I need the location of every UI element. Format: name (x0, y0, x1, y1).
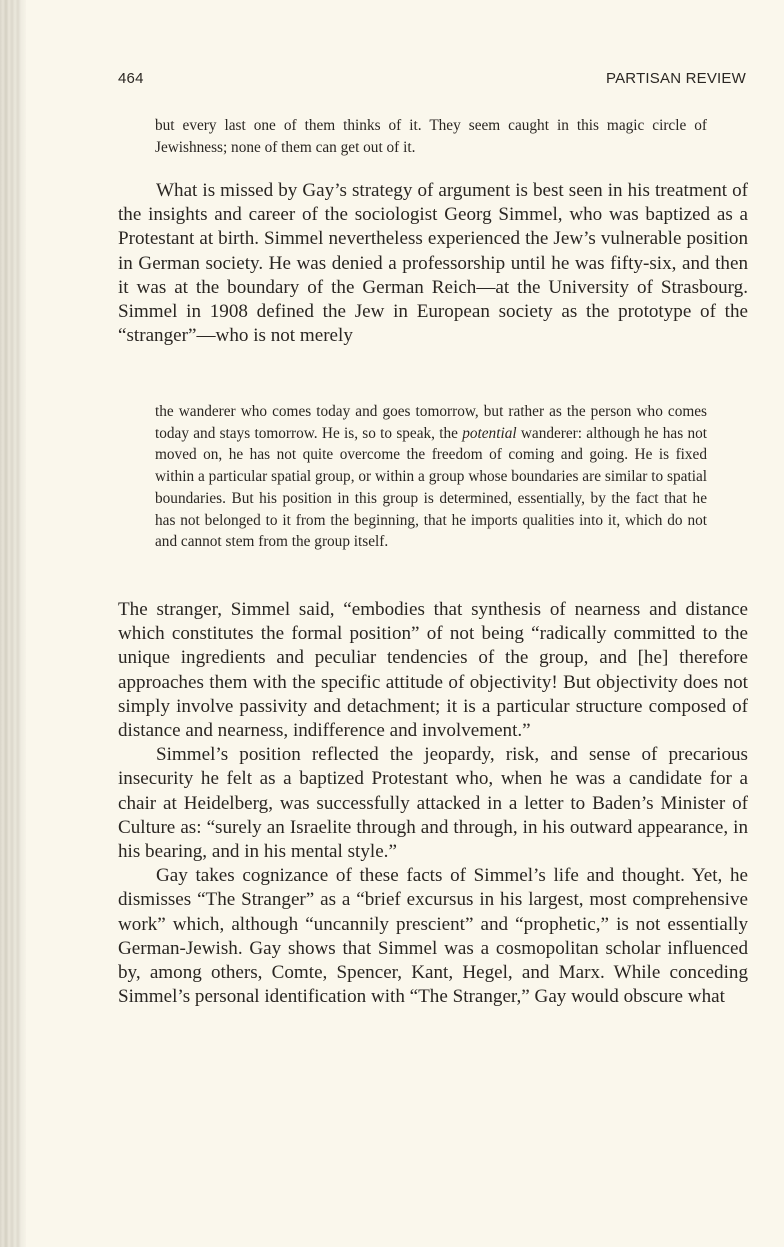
paragraph-simmel-position: Simmel’s position reflected the jeopardy, risk, and sense of precarious insecurity he felt as a baptized Protestant who, when he was a candidate for a chair at Heidelberg, was successfully attacked in a letter to Baden’s Minister of Culture as: “surely an Israelite through and through, in his outward appearance, in his bearing, and in his mental style.” (118, 744, 748, 863)
extract-text: but every last one of them thinks of it. They seem caught in this magic circle of Jewishness; none of them can get out of it. (155, 117, 707, 156)
paragraph-simmel-intro: What is missed by Gay’s strategy of argument is best seen in his treatment of the insights and career of the sociologist Georg Simmel, who was baptized as a Protestant at birth. Simmel nevertheless experienced the Jew’s vulnerable position in German society. He was denied a professorship until he was fifty-six, and then it was at the boundary of the German Reich—at the University of Strasbourg. Simmel in 1908 defined the Jew in European society as the prototype of the “stranger”—who is not merely (118, 180, 748, 347)
page-number: 464 (118, 70, 144, 87)
body-block-1 (118, 179, 748, 348)
extract-continued-quote (155, 115, 707, 158)
block-quote-part-2: wanderer: although he has not moved on, he has not quite overcome the freedom of coming and going. He is fixed within a particular spatial group, or within a group whose boundaries are similar to spatial boundaries. But his position in this group is determined, essentially, by the fact that he has not belonged to it from the beginning, that he imports qualities into it, which do not and cannot stem from the group itself. (155, 424, 707, 551)
block-quote-text (155, 401, 707, 553)
paragraph-gay-cognizance: Gay takes cognizance of these facts of Simmel’s life and thought. Yet, he dismisses “The Stranger” as a “brief excursus in his largest, most comprehensive work” which, although “uncannily prescient” and “prophetic,” is not essentially German-Jewish. Gay shows that Simmel was a cosmopolitan scholar influenced by, among others, Comte, Spencer, Kant, Hegel, and Marx. While conceding Simmel’s personal identification with “The Stranger,” Gay would obscure what (118, 865, 748, 1008)
block-quote-stranger (155, 401, 707, 553)
block-quote-italic: potential (462, 424, 517, 442)
block-quote-part-1: the wanderer who comes today and goes tomorrow, but rather as the person who comes today and stays tomorrow. He is, so to speak, the (155, 403, 707, 442)
journal-title: PARTISAN REVIEW (606, 70, 746, 87)
running-head (118, 70, 746, 92)
paragraph-stranger-synthesis: The stranger, Simmel said, “embodies that synthesis of nearness and distance which constitutes the formal position” of not being “radically committed to the unique ingredients and peculiar tendencies of the group, and [he] therefore approaches them with the specific attitude of objectivity! But objectivity does not simply involve passivity and detachment; it is a particular structure composed of distance and nearness, indifference and involvement.” (118, 599, 748, 742)
body-block-2 (118, 598, 748, 1009)
